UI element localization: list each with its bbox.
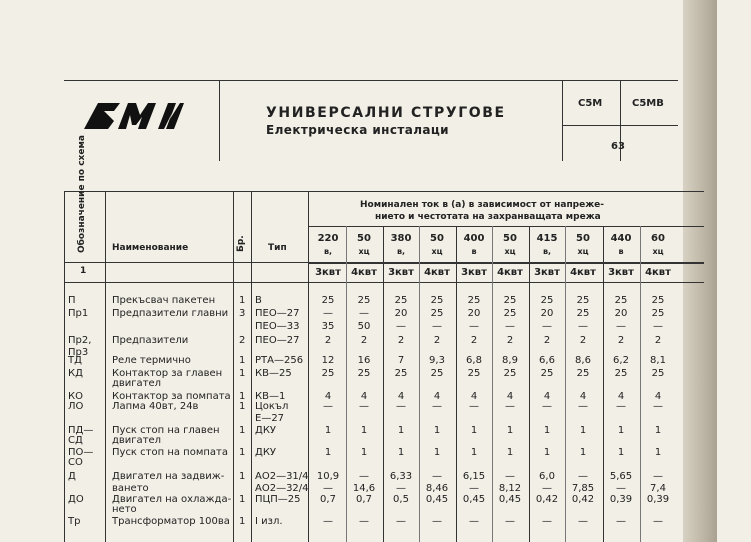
row-value: 2 xyxy=(579,335,587,346)
row-value: 16 xyxy=(357,355,371,366)
row-value: 6,8 xyxy=(466,355,482,366)
row-type: ДКУ xyxy=(255,425,277,436)
row-value: 0,42 xyxy=(571,494,595,505)
model-label-c5mb: С5МВ xyxy=(632,98,664,109)
frequency-unit-label: хц xyxy=(577,247,589,256)
row-value: 1 xyxy=(433,447,441,458)
power-label: 4квт xyxy=(645,267,671,278)
row-code: Пр3 xyxy=(68,347,89,358)
header-designation: Обозначение по схема xyxy=(77,135,87,253)
row-value: — xyxy=(578,516,588,527)
row-value: 4 xyxy=(360,391,368,402)
row-value: 25 xyxy=(430,368,444,379)
row-value: — xyxy=(359,308,369,319)
row-value: — xyxy=(505,321,515,332)
row-value: 1 xyxy=(543,447,551,458)
row-qty: 1 xyxy=(239,295,246,306)
row-value: 1 xyxy=(543,425,551,436)
frequency-unit-label: хц xyxy=(358,247,370,256)
row-qty: 2 xyxy=(239,335,246,346)
row-value: 1 xyxy=(397,447,405,458)
row-value: 0,45 xyxy=(425,494,449,505)
row-value: 2 xyxy=(324,335,332,346)
row-value: 4 xyxy=(397,391,405,402)
row-value: 1 xyxy=(433,425,441,436)
row-value: 2 xyxy=(617,335,625,346)
row-name: Трансформатор 100ва xyxy=(112,516,230,527)
row-qty: 3 xyxy=(239,308,246,319)
row-value: — xyxy=(653,471,663,482)
row-value: 25 xyxy=(540,368,554,379)
row-name: двигател xyxy=(112,435,162,446)
row-type: ДКУ xyxy=(255,447,277,458)
row-type: ПЕО—33 xyxy=(255,321,300,332)
row-value: 4 xyxy=(324,391,332,402)
row-value: — xyxy=(616,483,626,494)
company-logo xyxy=(84,103,184,129)
row-value: 25 xyxy=(430,295,444,306)
row-value: — xyxy=(396,321,406,332)
row-qty: 1 xyxy=(239,494,246,505)
row-value: 1 xyxy=(506,447,514,458)
row-name: Прекъсвач пакетен xyxy=(112,295,216,306)
row-value: 1 xyxy=(397,425,405,436)
power-label: 4квт xyxy=(351,267,377,278)
row-value: — xyxy=(359,516,369,527)
row-name: ването xyxy=(112,483,149,494)
power-label: 3квт xyxy=(388,267,414,278)
row-qty: 1 xyxy=(239,355,246,366)
row-value: 20 xyxy=(467,308,481,319)
row-value: — xyxy=(505,516,515,527)
row-value: 2 xyxy=(543,335,551,346)
row-value: 0,7 xyxy=(320,494,336,505)
frequency-label: 50 xyxy=(576,233,590,244)
row-value: 20 xyxy=(614,308,628,319)
frequency-label: 50 xyxy=(357,233,371,244)
row-value: — xyxy=(359,471,369,482)
row-qty: 1 xyxy=(239,391,246,402)
row-value: 50 xyxy=(357,321,371,332)
voltage-label: 400 xyxy=(463,233,485,244)
row-value: 1 xyxy=(324,447,332,458)
row-value: 25 xyxy=(503,368,517,379)
row-value: 6,6 xyxy=(539,355,555,366)
voltage-unit-label: в, xyxy=(542,247,552,256)
row-value: 2 xyxy=(360,335,368,346)
row-value: 4 xyxy=(506,391,514,402)
row-value: 2 xyxy=(654,335,662,346)
frequency-label: 50 xyxy=(430,233,444,244)
row-value: 8,12 xyxy=(498,483,522,494)
row-value: 4 xyxy=(433,391,441,402)
row-value: — xyxy=(396,483,406,494)
row-value: — xyxy=(432,471,442,482)
row-value: 8,6 xyxy=(575,355,591,366)
row-value: — xyxy=(323,308,333,319)
row-value: 4 xyxy=(654,391,662,402)
row-value: 1 xyxy=(360,447,368,458)
power-label: 4квт xyxy=(424,267,450,278)
row-value: — xyxy=(469,401,479,412)
row-value: — xyxy=(432,401,442,412)
row-value: 25 xyxy=(467,368,481,379)
voltage-unit-label: в, xyxy=(396,247,406,256)
row-value: — xyxy=(653,401,663,412)
row-name: Предпазители главни xyxy=(112,308,229,319)
row-value: 25 xyxy=(503,308,517,319)
voltage-label: 220 xyxy=(317,233,339,244)
row-value: 6,2 xyxy=(613,355,629,366)
row-code: КО xyxy=(68,391,83,402)
power-label: 3квт xyxy=(315,267,341,278)
row-type: В xyxy=(255,295,262,306)
row-type: КВ—25 xyxy=(255,368,292,379)
row-type: КВ—1 xyxy=(255,391,286,402)
row-qty: 1 xyxy=(239,368,246,379)
row-value: 4 xyxy=(579,391,587,402)
row-value: 2 xyxy=(506,335,514,346)
row-value: 14,6 xyxy=(352,483,376,494)
row-value: 0,39 xyxy=(646,494,670,505)
header-index-number: 1 xyxy=(80,266,87,276)
row-value: 25 xyxy=(467,295,481,306)
row-value: 4 xyxy=(543,391,551,402)
frequency-label: 60 xyxy=(651,233,665,244)
row-value: — xyxy=(505,401,515,412)
row-value: — xyxy=(396,516,406,527)
row-value: 12 xyxy=(321,355,335,366)
row-type: ПЕО—27 xyxy=(255,308,300,319)
row-value: 25 xyxy=(576,308,590,319)
row-value: — xyxy=(578,321,588,332)
row-qty: 1 xyxy=(239,401,246,412)
row-qty: 1 xyxy=(239,425,246,436)
row-code: ПО— xyxy=(68,447,94,458)
row-code: СО xyxy=(68,457,83,468)
row-value: — xyxy=(505,471,515,482)
row-value: 2 xyxy=(470,335,478,346)
row-value: 1 xyxy=(470,425,478,436)
row-name: Двигател на охлажда- xyxy=(112,494,232,505)
voltage-label: 415 xyxy=(536,233,558,244)
row-value: 8,9 xyxy=(502,355,518,366)
row-value: 25 xyxy=(614,295,628,306)
row-value: — xyxy=(432,516,442,527)
row-qty: 1 xyxy=(239,471,246,482)
row-qty: 1 xyxy=(239,516,246,527)
row-name: двигател xyxy=(112,378,162,389)
row-value: 25 xyxy=(576,368,590,379)
header-qty: Бр. xyxy=(236,235,246,252)
row-value: 25 xyxy=(614,368,628,379)
row-name: Двигател на задвиж- xyxy=(112,471,225,482)
row-value: — xyxy=(542,483,552,494)
row-value: 9,3 xyxy=(429,355,445,366)
row-code: Пр2, xyxy=(68,335,92,346)
row-value: 5,65 xyxy=(609,471,633,482)
row-value: 0,5 xyxy=(393,494,409,505)
model-label-c5m: С5М xyxy=(578,98,603,109)
row-value: 1 xyxy=(470,447,478,458)
frequency-unit-label: хц xyxy=(431,247,443,256)
row-type: АО2—32/4 xyxy=(255,483,309,494)
row-code: ДО xyxy=(68,494,84,505)
row-name: Лапма 40вт, 24в xyxy=(112,401,199,412)
voltage-label: 380 xyxy=(390,233,412,244)
header-current-title-1: Номинален ток в (а) в зависимост от напреже- xyxy=(360,200,605,210)
row-code: Пр1 xyxy=(68,308,89,319)
row-value: 25 xyxy=(503,295,517,306)
row-value: 25 xyxy=(576,295,590,306)
frequency-unit-label: хц xyxy=(652,247,664,256)
document-title: УНИВЕРСАЛНИ СТРУГОВЕ xyxy=(266,105,506,121)
row-type: РТА—256 xyxy=(255,355,304,366)
row-value: 25 xyxy=(394,368,408,379)
row-value: 25 xyxy=(357,295,371,306)
row-value: 0,42 xyxy=(535,494,559,505)
row-value: — xyxy=(432,321,442,332)
power-label: 3квт xyxy=(461,267,487,278)
row-value: 35 xyxy=(321,321,335,332)
row-value: 1 xyxy=(579,425,587,436)
row-value: 1 xyxy=(617,447,625,458)
header-current-title-2: нието и честотата на захранващата мрежа xyxy=(375,212,601,222)
row-value: — xyxy=(578,471,588,482)
row-value: — xyxy=(469,321,479,332)
row-name: Реле термично xyxy=(112,355,191,366)
row-value: 25 xyxy=(394,295,408,306)
row-value: 7 xyxy=(397,355,405,366)
voltage-unit-label: в xyxy=(618,247,624,256)
row-code: ТД xyxy=(68,355,82,366)
row-value: 25 xyxy=(540,295,554,306)
binding-edge xyxy=(683,0,717,542)
row-value: 25 xyxy=(651,295,665,306)
row-value: 6,33 xyxy=(389,471,413,482)
row-value: — xyxy=(469,516,479,527)
power-label: 3квт xyxy=(608,267,634,278)
voltage-unit-label: в, xyxy=(323,247,333,256)
header-name: Наименование xyxy=(112,243,189,253)
row-value: 25 xyxy=(430,308,444,319)
row-value: — xyxy=(616,321,626,332)
row-value: — xyxy=(469,483,479,494)
row-value: — xyxy=(616,516,626,527)
row-value: 25 xyxy=(357,368,371,379)
row-name: Пуск стоп на помпата xyxy=(112,447,228,458)
row-value: — xyxy=(396,401,406,412)
row-value: 8,46 xyxy=(425,483,449,494)
row-value: 0,39 xyxy=(609,494,633,505)
row-type: ПЕО—27 xyxy=(255,335,300,346)
row-value: — xyxy=(542,321,552,332)
header-type: Тип xyxy=(268,243,287,253)
row-value: 25 xyxy=(321,295,335,306)
row-qty: 1 xyxy=(239,447,246,458)
row-value: 1 xyxy=(360,425,368,436)
row-code: Д xyxy=(68,471,76,482)
row-value: 1 xyxy=(579,447,587,458)
row-value: — xyxy=(616,401,626,412)
row-value: 7,4 xyxy=(650,483,666,494)
row-value: 0,7 xyxy=(356,494,372,505)
row-name: Пуск стоп на главен xyxy=(112,425,220,436)
row-value: — xyxy=(542,516,552,527)
row-value: 8,1 xyxy=(650,355,666,366)
row-type: ПЦП—25 xyxy=(255,494,301,505)
row-value: 6,0 xyxy=(539,471,555,482)
row-code: ЛО xyxy=(68,401,84,412)
row-value: 0,45 xyxy=(498,494,522,505)
row-value: 1 xyxy=(506,425,514,436)
row-value: 1 xyxy=(324,425,332,436)
power-label: 3квт xyxy=(534,267,560,278)
row-value: 20 xyxy=(394,308,408,319)
row-type: Цокъл xyxy=(255,401,289,412)
row-value: 20 xyxy=(540,308,554,319)
row-value: — xyxy=(578,401,588,412)
row-value: — xyxy=(359,401,369,412)
row-value: 7,85 xyxy=(571,483,595,494)
row-value: — xyxy=(653,516,663,527)
row-value: — xyxy=(653,321,663,332)
row-code: ПД— xyxy=(68,425,94,436)
row-value: — xyxy=(323,483,333,494)
document-subtitle: Електрическа инсталаци xyxy=(266,123,449,137)
row-value: 4 xyxy=(470,391,478,402)
row-value: 1 xyxy=(654,425,662,436)
row-value: 2 xyxy=(433,335,441,346)
frequency-unit-label: хц xyxy=(504,247,516,256)
row-type: АО2—31/4 xyxy=(255,471,309,482)
row-value: — xyxy=(323,401,333,412)
row-name: Предпазители xyxy=(112,335,189,346)
power-label: 4квт xyxy=(570,267,596,278)
row-value: 25 xyxy=(651,308,665,319)
row-value: 0,45 xyxy=(462,494,486,505)
row-value: — xyxy=(542,401,552,412)
row-value: 2 xyxy=(397,335,405,346)
row-code: Тр xyxy=(68,516,81,527)
row-name: Контактор за помпата xyxy=(112,391,231,402)
row-code: СД xyxy=(68,435,83,446)
row-value: 6,15 xyxy=(462,471,486,482)
frequency-label: 50 xyxy=(503,233,517,244)
row-value: 10,9 xyxy=(316,471,340,482)
row-value: 1 xyxy=(617,425,625,436)
row-type: Е—27 xyxy=(255,413,285,424)
row-value: 25 xyxy=(321,368,335,379)
voltage-unit-label: в xyxy=(471,247,477,256)
row-code: КД xyxy=(68,368,83,379)
voltage-label: 440 xyxy=(610,233,632,244)
row-code: П xyxy=(68,295,76,306)
page-number: 63 xyxy=(611,141,625,152)
row-name: Контактор за главен xyxy=(112,368,223,379)
row-value: 4 xyxy=(617,391,625,402)
row-value: — xyxy=(323,516,333,527)
power-label: 4квт xyxy=(497,267,523,278)
row-type: І изл. xyxy=(255,516,283,527)
row-name: нето xyxy=(112,504,137,515)
row-value: 25 xyxy=(651,368,665,379)
row-value: 1 xyxy=(654,447,662,458)
